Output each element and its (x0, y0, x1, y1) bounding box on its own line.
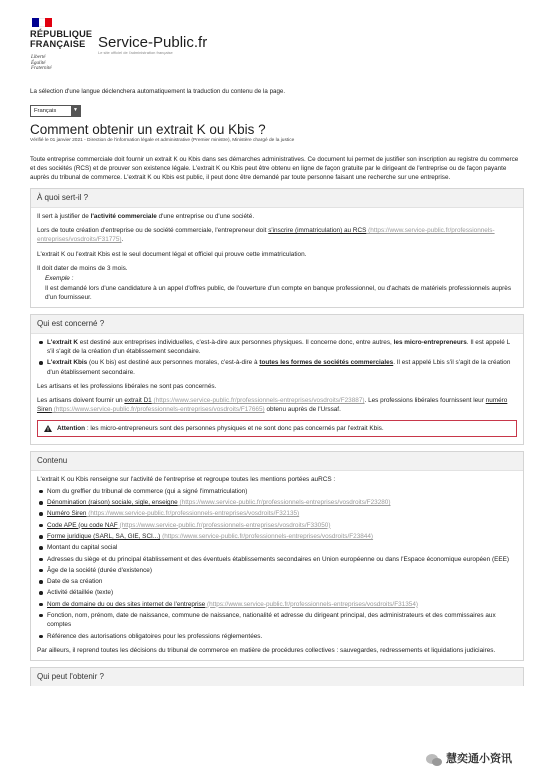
warning-icon (44, 425, 52, 432)
watermark: 慧奕通小资讯 (426, 752, 512, 768)
attention-callout: Attention : les micro-entrepreneurs sont des personnes physiques et ne sont donc pas concernés par l'extrait Kbis. (37, 420, 517, 437)
list-item[interactable]: Forme juridique (SARL, SA, GIE, SCI...) (https://www.service-public.fr/professionnels-entreprises/vosdroits/F23844) (37, 532, 517, 541)
list-item: Fonction, nom, prénom, date de naissance, commune de naissance, nationalité et adresse du dirigeant principal, des administrateurs et des commissaires aux comptes (37, 611, 517, 630)
section-what-for: À quoi sert-il ? Il sert à justifier de l'activité commerciale d'une entreprise ou d'une société. Lors de toute création d'entreprise ou de société commerciale, l'entrepreneur doit s'inscrire (immatriculation) au RCS (https://www.service-public.fr/professionnels-entreprises/vosdroits/F31775). L'extrait K ou l'extrait Kbis est le seul document légal et officiel qui prouve cette immatriculation. Il doit dater de moins de 3 mois. Exemple : Il est demandé lors d'une candidature à un appel d'offres public, de l'ouverture d'un compte en banque professionnel, ou d'achats de matériels professionnels auprès d'un fournisseur. (30, 188, 524, 308)
list-item: Référence des autorisations obligatoires pour les professions réglementées. (37, 632, 517, 641)
section-title: Qui est concerné ? (31, 315, 523, 334)
content-item-link[interactable]: Forme juridique (SARL, SA, GIE, SCI...) (47, 533, 161, 540)
main-content (30, 88, 524, 692)
list-item: Nom du greffier du tribunal de commerce (qui a signé l'immatriculation) (37, 487, 517, 496)
list-item: L'extrait K est destiné aux entreprises individuelles, c'est-à-dire aux personnes physiques. Il concerne donc, entre autres, les micro-entrepreneurs. Il est appelé L s'il s'agit de la création d'un établissement secondaire. (37, 338, 517, 357)
republic-logo-text: RÉPUBLIQUE FRANÇAISE (30, 29, 93, 49)
page-title: Comment obtenir un extrait K ou Kbis ? (30, 121, 266, 137)
wechat-icon (426, 753, 442, 767)
verified-date: Vérifié le 01 janvier 2021 - Direction de l'information légale et administrative (Premier ministre), Ministère chargé de la justice (30, 137, 295, 143)
content-item-link[interactable]: Numéro Siren (47, 510, 87, 518)
list-item: Activité détaillée (texte) (37, 588, 517, 597)
list-item: Montant du capital social (37, 543, 517, 552)
content-list (37, 487, 517, 641)
site-header (30, 18, 330, 78)
french-flag-icon (32, 18, 52, 27)
republic-motto: Liberté Égalité Fraternité (31, 55, 52, 72)
section-title: À quoi sert-il ? (31, 189, 523, 208)
brand-logo-link[interactable]: Service-Public.fr (98, 34, 208, 51)
list-item[interactable]: Numéro Siren (https://www.service-public.fr/professionnels-entreprises/vosdroits/F32135) (37, 509, 517, 518)
link-immatriculation-rcs[interactable]: s'inscrire (immatriculation) au RCS (268, 227, 367, 235)
link-extrait-d1[interactable]: extrait D1 (124, 397, 152, 405)
example-block: Exemple : Il est demandé lors d'une candidature à un appel d'offres public, de l'ouverture d'un compte en banque professionnel, ou d'achats de matériels professionnels auprès d'un fournisseur. (45, 275, 512, 301)
intro-paragraph: Toute entreprise commerciale doit fournir un extrait K ou Kbis dans ses démarches administratives. Ce document lui permet de justifier son inscription au registre du commerce et des sociétés (RCS) et de prouver son existence légale. L'extrait K ou Kbis peut être obtenu en ligne de façon gratuite par le dirigeant de l'entreprise ou de façon payante auprès du tribunal de commerce. L'extrait K ou Kbis est public, il peut donc être demandé par toute personne faisant une recherche sur une entreprise. (30, 155, 519, 182)
content-item-link[interactable]: Nom de domaine du ou des sites internet de l'entreprise (47, 600, 206, 608)
section-content: Contenu L'extrait K ou Kbis renseigne sur l'activité de l'entreprise et regroupe toutes les mentions portées auRCS : Nom du greffier du tribunal de commerce (qui a signé l'immatriculation) Dénomination (raison) sociale, sigle, enseigne (https://www.service-public.fr/professionnels-entreprises/vosdroits/F23280) Numéro Siren (https://www.service-public.fr/professionnels-entreprises/vosdroits/F32135) Code APE (ou code NAF (https://www.service-public.fr/professionnels-entreprises/vosdroits/F33050) Forme juridique (SARL, SA, GIE, SCI...) (https://www.service-public.fr/professionnels-entreprises/vosdroits/F23844) Montant du capital social Adresses du siège et du principal établissement et des éventuels établissements secondaires en Union européenne ou dans l'Espace économique européen (EEE) Âge de la société (durée d'existence) Date de sa création Activité détaillée (texte) Nom de domaine du ou des sites internet de l'entreprise (https://www.service-public.fr/professionnels-entreprises/vosdroits/F31354) Fonction, nom, prénom, date de naissance, commune de naissance, nationalité et adresse du dirigeant principal, des administrateurs et des commissaires aux comptes Référence des autorisations obligatoires pour les professions réglementées. Par ailleurs, il reprend toutes les décisions du tribunal de commerce en matière de procédures collectives : sauvegardes, redressements et liquidations judiciaires. (30, 451, 524, 661)
translate-notice: La sélection d'une langue déclenchera automatiquement la traduction du contenu de la page. (30, 88, 286, 95)
language-select[interactable]: Français ▼ (30, 105, 81, 117)
section-title: Qui peut l'obtenir ? (31, 668, 523, 686)
list-item[interactable]: Code APE (ou code NAF (https://www.service-public.fr/professionnels-entreprises/vosdroits/F33050) (37, 521, 517, 530)
content-item-link[interactable]: Dénomination (raison) sociale, sigle, enseigne (47, 499, 178, 507)
concerned-list (37, 338, 517, 377)
list-item: Date de sa création (37, 577, 517, 586)
section-title: Contenu (31, 452, 523, 471)
list-item: L'extrait Kbis (ou K bis) est destiné aux personnes morales, c'est-à-dire à toutes les formes de sociétés commerciales. Il est appelé Lbis s'il s'agit de la création d'un établissement secondaire. (37, 358, 517, 377)
list-item: Âge de la société (durée d'existence) (37, 566, 517, 575)
list-item[interactable]: Dénomination (raison) sociale, sigle, enseigne (https://www.service-public.fr/professionnels-entreprises/vosdroits/F23280) (37, 498, 517, 507)
content-item-link[interactable]: Code APE (ou code NAF (47, 521, 118, 529)
link-numero-siren[interactable]: numéro Siren (37, 397, 508, 414)
dropdown-arrow-icon: ▼ (71, 106, 80, 116)
list-item[interactable]: Nom de domaine du ou des sites internet de l'entreprise (https://www.service-public.fr/professionnels-entreprises/vosdroits/F31354) (37, 600, 517, 609)
brand-tagline: Le site officiel de l'administration française (98, 50, 173, 55)
section-who-can-obtain (30, 667, 524, 686)
section-who-concerned: Qui est concerné ? L'extrait K est destiné aux entreprises individuelles, c'est-à-dire aux personnes physiques. Il concerne donc, entre autres, les micro-entrepreneurs. Il est appelé L s'il s'agit de la création d'un établissement secondaire. L'extrait Kbis (ou K bis) est destiné aux personnes morales, c'est-à-dire à toutes les formes de sociétés commerciales. Il est appelé Lbis s'il s'agit de la création d'un établissement secondaire. Les artisans et les professions libérales ne sont pas concernés. Les artisans doivent fournir un extrait D1 (https://www.service-public.fr/professionnels-entreprises/vosdroits/F23887). Les professions libérales fournissent leur numéro Siren (https://www.service-public.fr/professionnels-entreprises/vosdroits/F17665) obtenu auprès de l'Urssaf. Attention : les micro-entrepreneurs sont des personnes physiques et ne sont donc pas concernés par l'extrait Kbis. (30, 314, 524, 445)
list-item: Adresses du siège et du principal établissement et des éventuels établissements secondaires en Union européenne ou dans l'Espace économique européen (EEE) (37, 555, 517, 564)
